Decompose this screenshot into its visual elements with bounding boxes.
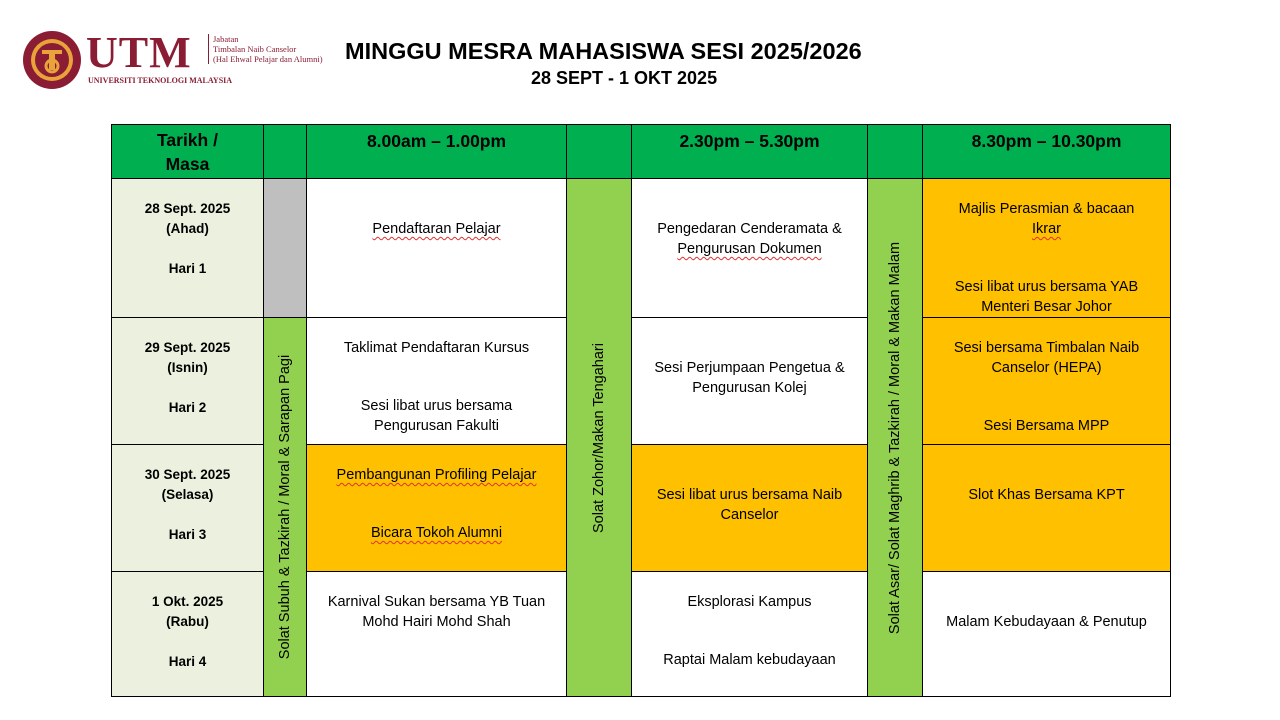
utm-seal-icon — [22, 30, 82, 90]
header-slot-1: 8.00am – 1.00pm — [306, 124, 567, 179]
day2-slot2: Sesi Perjumpaan Pengetua & Pengurusan Kolej — [631, 317, 868, 445]
break-noon-label: Solat Zohor/Makan Tengahari — [591, 342, 607, 533]
day3-slot1: Pembangunan Profiling Pelajar Bicara Tokoh Alumni — [306, 444, 567, 572]
date-cell-day2: 29 Sept. 2025 (Isnin) Hari 2 — [111, 317, 264, 445]
break-noon — [566, 178, 632, 697]
date-cell-day3: 30 Sept. 2025 (Selasa) Hari 3 — [111, 444, 264, 572]
day4-slot1: Karnival Sukan bersama YB Tuan Mohd Hairi Mohd Shah — [306, 571, 567, 697]
day1-slot2: Pengedaran Cenderamata & Pengurusan Dokumen — [631, 178, 868, 318]
utm-wordmark: UTM — [86, 28, 192, 77]
break-morning-label: Solat Subuh & Tazkirah / Moral & Sarapan Pagi — [277, 354, 293, 660]
header-break-3 — [867, 124, 923, 179]
utm-logo — [22, 28, 322, 92]
header-slot-3: 8.30pm – 10.30pm — [922, 124, 1171, 179]
university-name: UNIVERSITI TEKNOLOGI MALAYSIA — [88, 76, 233, 85]
header-date-col: Tarikh / Masa — [111, 124, 264, 179]
page-subtitle: 28 SEPT - 1 OKT 2025 — [531, 68, 718, 88]
header-break-2 — [566, 124, 632, 179]
page-title: MINGGU MESRA MAHASISWA SESI 2025/2026 — [345, 38, 862, 64]
date-cell-day1: 28 Sept. 2025 (Ahad) Hari 1 — [111, 178, 264, 318]
day3-slot3: Slot Khas Bersama KPT — [922, 444, 1171, 572]
day1-slot1: Pendaftaran Pelajar — [306, 178, 567, 318]
empty-cell-day1 — [263, 178, 307, 318]
day4-slot2: Eksplorasi Kampus Raptai Malam kebudayaan — [631, 571, 868, 697]
day2-slot3: Sesi bersama Timbalan Naib Canselor (HEPA) Sesi Bersama MPP — [922, 317, 1171, 445]
header-break-1 — [263, 124, 307, 179]
header-slot-2: 2.30pm – 5.30pm — [631, 124, 868, 179]
break-evening-label: Solat Asar/ Solat Maghrib & Tazkirah / Moral & Makan Malam — [887, 241, 903, 634]
break-evening — [867, 178, 923, 697]
day4-slot3: Malam Kebudayaan & Penutup — [922, 571, 1171, 697]
day1-slot3: Majlis Perasmian & bacaan Ikrar Sesi libat urus bersama YAB Menteri Besar Johor — [922, 178, 1171, 318]
date-cell-day4: 1 Okt. 2025 (Rabu) Hari 4 — [111, 571, 264, 697]
day3-slot2: Sesi libat urus bersama Naib Canselor — [631, 444, 868, 572]
break-morning — [263, 317, 307, 697]
day2-slot1: Taklimat Pendaftaran Kursus Sesi libat urus bersama Pengurusan Fakulti — [306, 317, 567, 445]
department-name: Jabatan Timbalan Naib Canselor (Hal Ehwal Pelajar dan Alumni) — [208, 34, 333, 64]
